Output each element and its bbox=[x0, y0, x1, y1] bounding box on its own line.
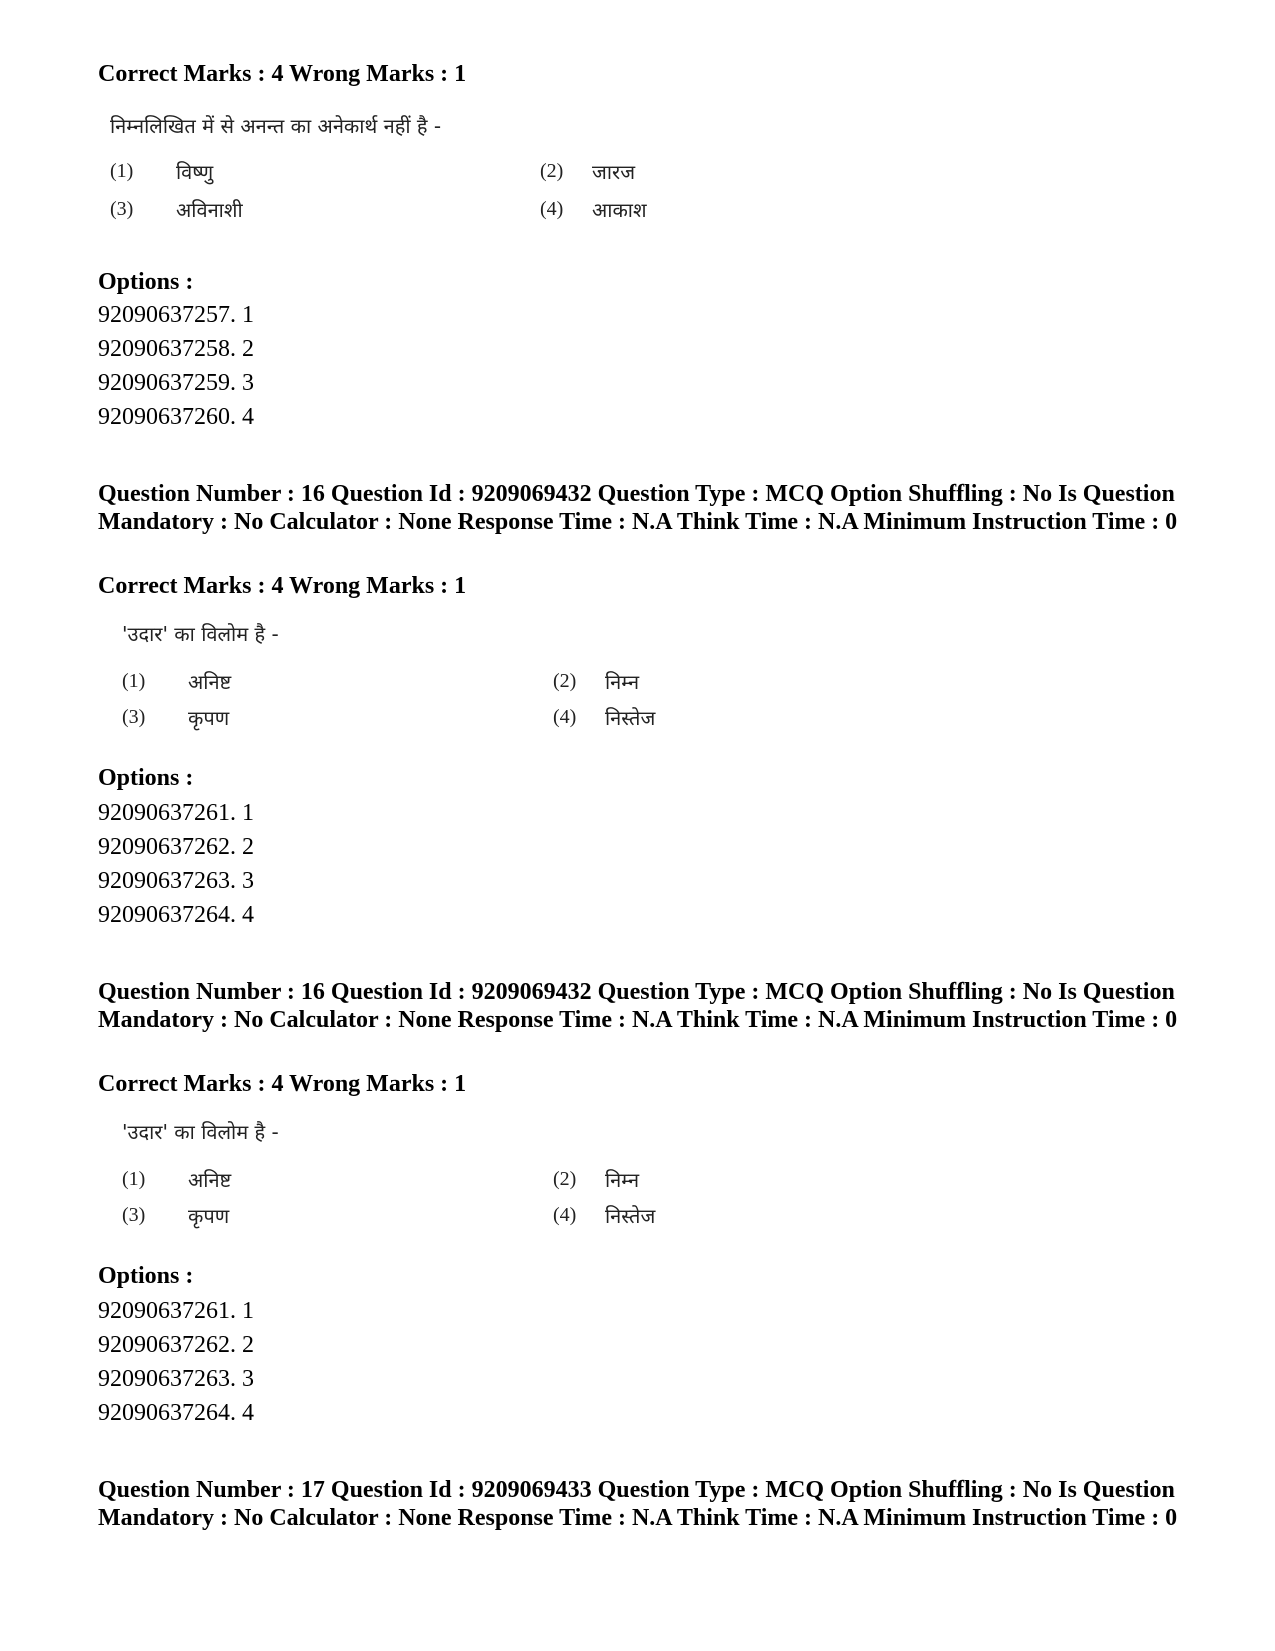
marks-line: Correct Marks : 4 Wrong Marks : 1 bbox=[98, 1071, 467, 1097]
choice-text: निस्तेज bbox=[605, 1204, 656, 1228]
option-line: 92090637258. 2 bbox=[98, 336, 254, 362]
question-meta: Question Number : 17 Question Id : 9209069433 Question Type : MCQ Option Shuffling : No Is Question Mandatory : No Calculator : None Response Time : N.A Think Time : N.A Minimum Instruction Time : 0 bbox=[98, 1477, 1178, 1531]
option-line: 92090637264. 4 bbox=[98, 902, 254, 928]
option-line: 92090637263. 3 bbox=[98, 1366, 254, 1392]
option-line: 92090637261. 1 bbox=[98, 1298, 254, 1324]
option-line: 92090637261. 1 bbox=[98, 800, 254, 826]
marks-line: Correct Marks : 4 Wrong Marks : 1 bbox=[98, 61, 467, 87]
choice-text: अनिष्ट bbox=[188, 1168, 232, 1192]
option-line: 92090637260. 4 bbox=[98, 404, 254, 430]
option-line: 92090637259. 3 bbox=[98, 370, 254, 396]
choice-text: कृपण bbox=[188, 1204, 230, 1228]
choice-number: (1) bbox=[122, 1168, 146, 1190]
choice-number: (4) bbox=[553, 1204, 577, 1226]
choice-number: (4) bbox=[553, 706, 577, 728]
choice-number: (3) bbox=[122, 1204, 146, 1226]
question-text: 'उदार' का विलोम है - bbox=[122, 622, 279, 646]
choice-number: (3) bbox=[110, 198, 134, 220]
question-meta: Question Number : 16 Question Id : 9209069432 Question Type : MCQ Option Shuffling : No Is Question Mandatory : No Calculator : None Response Time : N.A Think Time : N.A Minimum Instruction Time : 0 bbox=[98, 979, 1178, 1033]
options-label: Options : bbox=[98, 1263, 194, 1289]
choice-number: (1) bbox=[110, 160, 134, 182]
choice-number: (1) bbox=[122, 670, 146, 692]
choice-number: (3) bbox=[122, 706, 146, 728]
choice-number: (4) bbox=[540, 198, 564, 220]
option-line: 92090637263. 3 bbox=[98, 868, 254, 894]
choice-text: विष्णु bbox=[176, 160, 214, 184]
question-text: 'उदार' का विलोम है - bbox=[122, 1120, 279, 1144]
question-meta: Question Number : 16 Question Id : 9209069432 Question Type : MCQ Option Shuffling : No Is Question Mandatory : No Calculator : None Response Time : N.A Think Time : N.A Minimum Instruction Time : 0 bbox=[98, 481, 1178, 535]
choice-text: आकाश bbox=[592, 198, 647, 222]
options-label: Options : bbox=[98, 269, 194, 295]
choice-text: अविनाशी bbox=[176, 198, 243, 222]
question-text: निम्नलिखित में से अनन्त का अनेकार्थ नहीं है - bbox=[110, 114, 442, 138]
choice-text: कृपण bbox=[188, 706, 230, 730]
marks-line: Correct Marks : 4 Wrong Marks : 1 bbox=[98, 573, 467, 599]
choice-text: जारज bbox=[592, 160, 636, 184]
option-line: 92090637264. 4 bbox=[98, 1400, 254, 1426]
option-line: 92090637262. 2 bbox=[98, 834, 254, 860]
choice-text: अनिष्ट bbox=[188, 670, 232, 694]
choice-text: निम्न bbox=[605, 1168, 640, 1192]
option-line: 92090637257. 1 bbox=[98, 302, 254, 328]
option-line: 92090637262. 2 bbox=[98, 1332, 254, 1358]
choice-number: (2) bbox=[553, 1168, 577, 1190]
choice-number: (2) bbox=[540, 160, 564, 182]
choice-text: निस्तेज bbox=[605, 706, 656, 730]
choice-text: निम्न bbox=[605, 670, 640, 694]
options-label: Options : bbox=[98, 765, 194, 791]
choice-number: (2) bbox=[553, 670, 577, 692]
